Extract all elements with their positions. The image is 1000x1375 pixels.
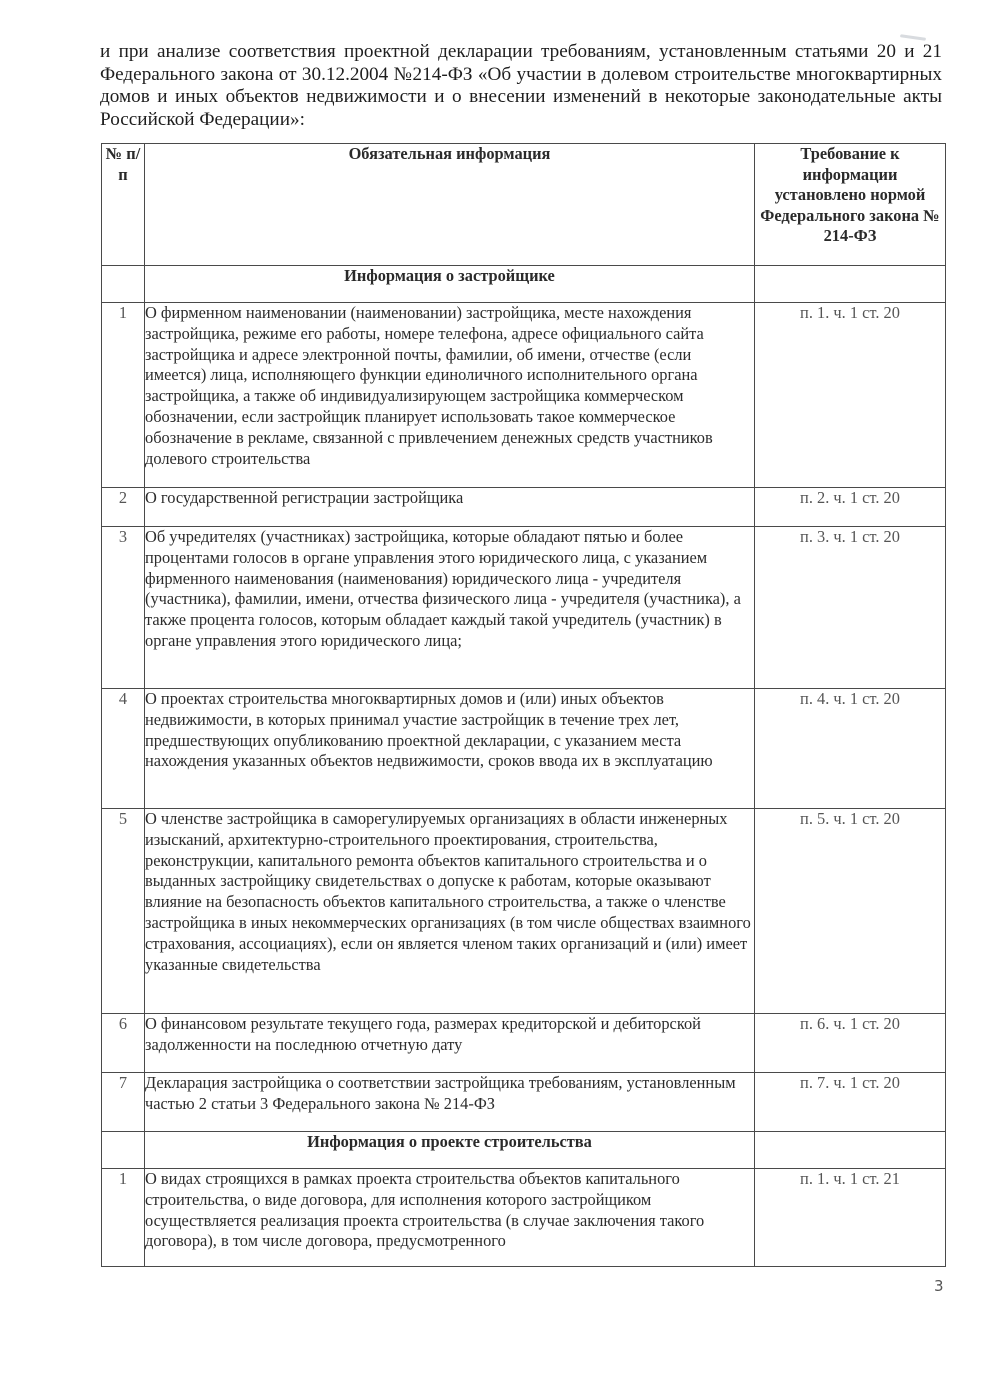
- row-num: 7: [102, 1073, 145, 1132]
- row-text: О членстве застройщика в саморегулируемых организациях в области инженерных изысканий, архитектурно-строительного проектирования, строительства, реконструкции, капитального ремонта объектов капитального строительства и о выданных застройщику свидетельствах о допуске к работам, которые оказывают влияние на безопасность объектов капитального строительства, а также о членстве застройщика в иных некоммерческих организациях (в том числе обществах взаимного страхования, ассоциациях), если он является членом таких организаций и (или) имеет указанные свидетельства: [145, 809, 755, 1014]
- section-title: Информация о проекте строительства: [145, 1132, 755, 1169]
- row-text: О фирменном наименовании (наименовании) застройщика, месте нахождения застройщика, режиме его работы, номере телефона, адресе официального сайта застройщика и адресе электронной почты, фамилии, об имени, отчестве (если имеется) лица, исполняющего функции единоличного исполнительного органа застройщика, а также об индивидуализирующем застройщика коммерческом обозначении, если застройщик планирует использовать такое коммерческое обозначение в рекламе, связанной с привлечением денежных средств участников долевого строительства: [145, 303, 755, 488]
- row-requirement: п. 4. ч. 1 ст. 20: [755, 689, 946, 809]
- row-num: 5: [102, 809, 145, 1014]
- row-requirement: п. 3. ч. 1 ст. 20: [755, 527, 946, 689]
- row-num: 1: [102, 303, 145, 488]
- table-row: [102, 527, 946, 689]
- row-num: 3: [102, 527, 145, 689]
- row-text: О финансовом результате текущего года, размерах кредиторской и дебиторской задолженности на последнюю отчетную дату: [145, 1014, 755, 1073]
- section-row-project: [102, 1132, 946, 1169]
- table-row: [102, 488, 946, 527]
- table-header-row: [102, 144, 946, 266]
- section-row-developer: [102, 266, 946, 303]
- row-text: О государственной регистрации застройщика: [145, 488, 755, 527]
- table-row: [102, 809, 946, 1014]
- table-row: [102, 689, 946, 809]
- row-num: 1: [102, 1169, 145, 1267]
- intro-paragraph: [100, 41, 942, 131]
- row-requirement: п. 2. ч. 1 ст. 20: [755, 488, 946, 527]
- section-title: Информация о застройщике: [145, 266, 755, 303]
- row-text: Об учредителях (участниках) застройщика, которые обладают пятью и более процентами голосов в органе управления этого юридического лица, с указанием фирменного наименования (наименования) юридического лица - учредителя (участника), фамилии, имени, отчества физического лица - учредителя (участника), а также процента голосов, которым обладает каждый такой учредитель (участник) в органе управления этого юридического лица;: [145, 527, 755, 689]
- row-requirement: п. 1. ч. 1 ст. 21: [755, 1169, 946, 1267]
- intro-text: и при анализе соответствия проектной декларации требованиям, установленным статьями 20 и 21 Федерального закона от 30.12.2004 №214-ФЗ «Об участии в долевом строительстве многоквартирных домов и иных объектов недвижимости и о внесении изменений в некоторые законодательные акты Российской Федерации»:: [100, 41, 942, 130]
- header-info: Обязательная информация: [145, 144, 755, 266]
- requirements-table: [101, 143, 946, 1267]
- row-requirement: п. 5. ч. 1 ст. 20: [755, 809, 946, 1014]
- page-number: 3: [934, 1277, 944, 1295]
- row-num: 2: [102, 488, 145, 527]
- row-text: О проектах строительства многоквартирных домов и (или) иных объектов недвижимости, в которых принимал участие застройщик в течение трех лет, предшествующих опубликованию проектной декларации, с указанием места нахождения указанных объектов недвижимости, сроков ввода их в эксплуатацию: [145, 689, 755, 809]
- table-row: [102, 1169, 946, 1267]
- section-req-cell: [755, 1132, 946, 1169]
- table-row: [102, 1014, 946, 1073]
- table-row: [102, 303, 946, 488]
- section-num-cell: [102, 266, 145, 303]
- row-num: 6: [102, 1014, 145, 1073]
- row-num: 4: [102, 689, 145, 809]
- header-requirement: Требование к информации установлено нормой Федерального закона № 214-ФЗ: [755, 144, 946, 266]
- scan-artifact: [900, 34, 926, 41]
- table-row: [102, 1073, 946, 1132]
- row-requirement: п. 6. ч. 1 ст. 20: [755, 1014, 946, 1073]
- section-req-cell: [755, 266, 946, 303]
- row-requirement: п. 1. ч. 1 ст. 20: [755, 303, 946, 488]
- row-text: Декларация застройщика о соответствии застройщика требованиям, установленным частью 2 статьи 3 Федерального закона № 214-ФЗ: [145, 1073, 755, 1132]
- row-text: О видах строящихся в рамках проекта строительства объектов капитального строительства, о виде договора, для исполнения которого застройщиком осуществляется реализация проекта строительства (в случае заключения такого договора), в том числе договора, предусмотренного: [145, 1169, 755, 1267]
- row-requirement: п. 7. ч. 1 ст. 20: [755, 1073, 946, 1132]
- section-num-cell: [102, 1132, 145, 1169]
- header-num: № п/п: [102, 144, 145, 266]
